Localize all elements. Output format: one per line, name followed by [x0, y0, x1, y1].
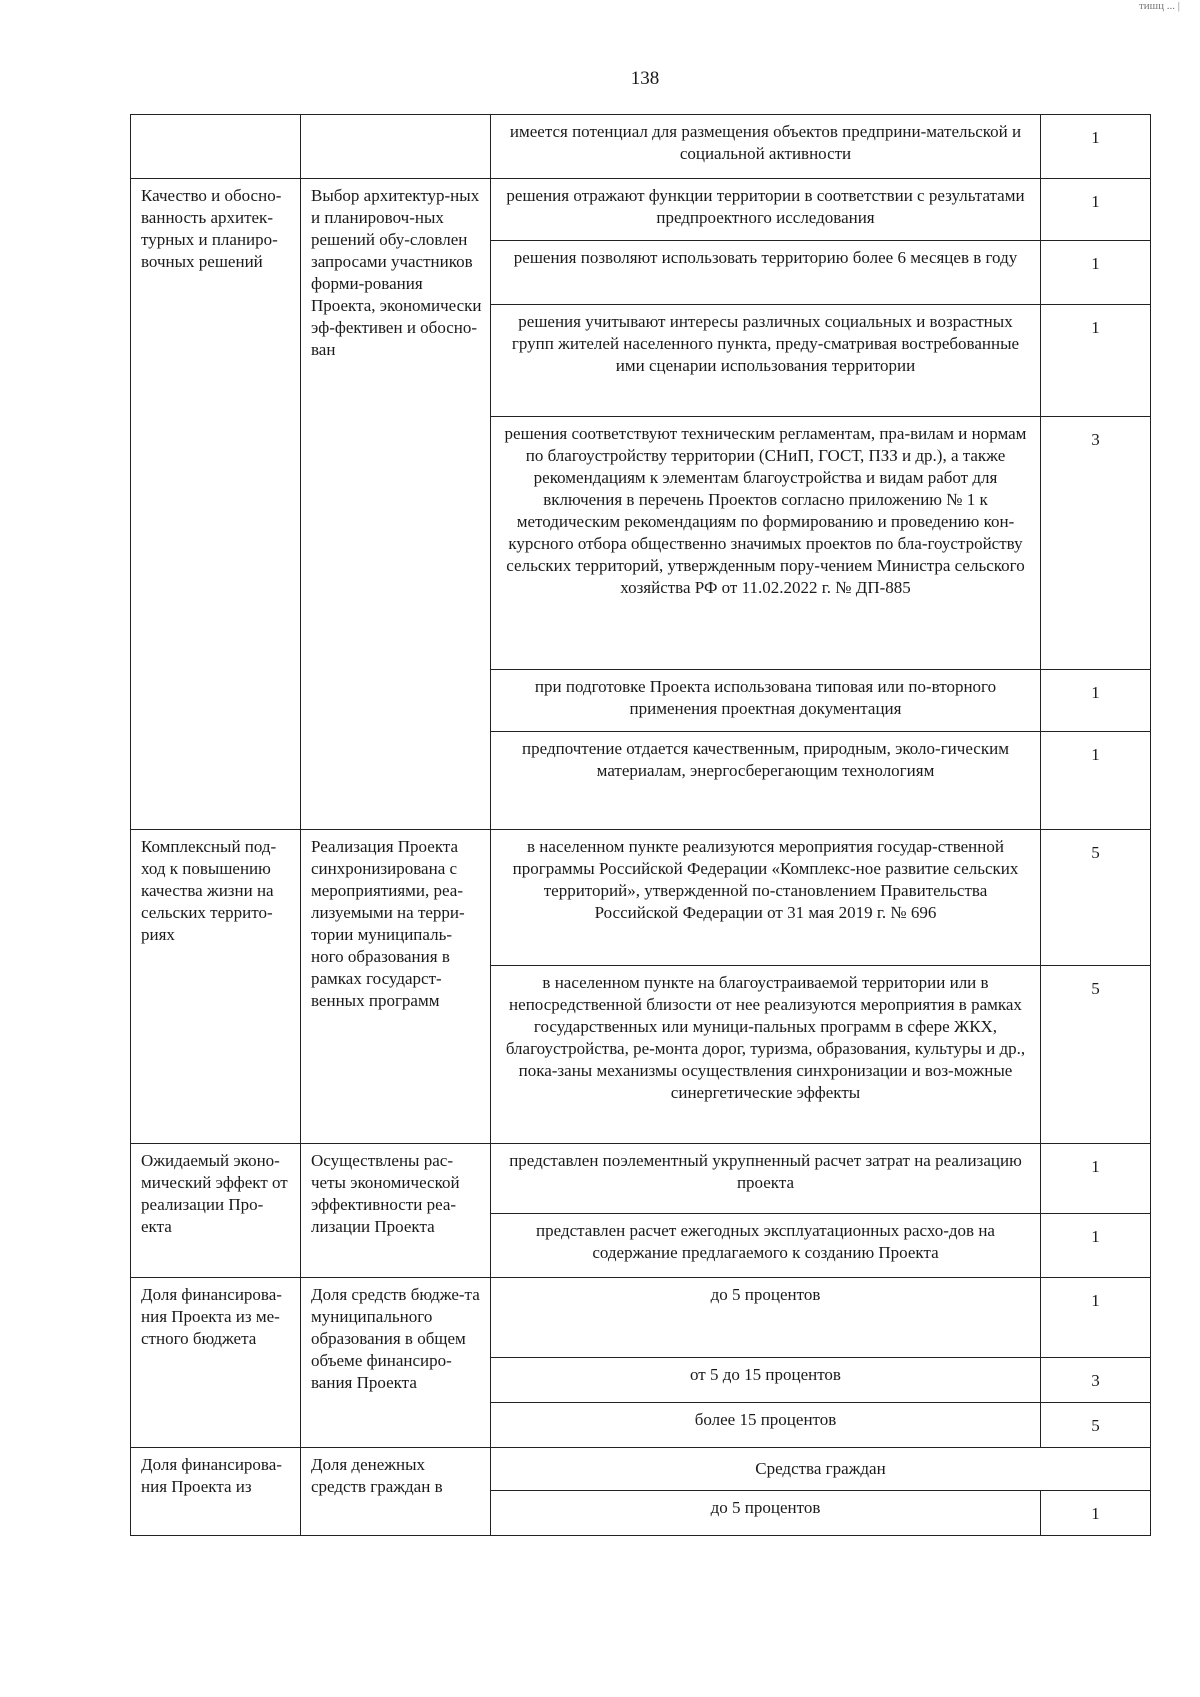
description-cell: Реализация Проекта синхронизирована с мероприятиями, реа-лизуемыми на терри-тории муниципаль-ного образования в рамках государст-венных программ: [301, 830, 491, 1144]
indicator-cell: имеется потенциал для размещения объектов предприни-мательской и социальной активности: [491, 115, 1041, 179]
score-cell: 3: [1041, 417, 1151, 670]
criterion-cell: Комплексный под-ход к повышению качества жизни на сельских террито-риях: [131, 830, 301, 1144]
score-cell: 1: [1041, 670, 1151, 732]
criterion-cell: [131, 115, 301, 179]
description-cell: [301, 115, 491, 179]
table-row: [131, 1144, 1151, 1214]
table-row: [131, 179, 1151, 241]
score-cell: 1: [1041, 1214, 1151, 1278]
criterion-cell: Доля финансирова-ния Проекта из ме-стного бюджета: [131, 1278, 301, 1448]
corner-mark: тишц ... |: [1138, 0, 1180, 12]
indicator-cell: представлен поэлементный укрупненный расчет затрат на реализацию проекта: [491, 1144, 1041, 1214]
table-row: [131, 830, 1151, 966]
criterion-cell: Ожидаемый эконо-мический эффект от реализации Про-екта: [131, 1144, 301, 1278]
criterion-cell: Качество и обосно-ванность архитек-турных и планиро-вочных решений: [131, 179, 301, 830]
criterion-cell: Доля финансирова-ния Проекта из: [131, 1448, 301, 1536]
criteria-table: [130, 114, 1151, 1536]
score-cell: 5: [1041, 830, 1151, 966]
indicator-cell: от 5 до 15 процентов: [491, 1358, 1041, 1403]
subheader-cell: Средства граждан: [491, 1448, 1151, 1491]
indicator-cell: решения учитывают интересы различных социальных и возрастных групп жителей населенного пункта, преду-сматривая востребованные ими сценарии использования территории: [491, 305, 1041, 417]
score-cell: 1: [1041, 1491, 1151, 1536]
indicator-cell: решения позволяют использовать территорию более 6 месяцев в году: [491, 241, 1041, 305]
score-cell: 1: [1041, 732, 1151, 830]
indicator-cell: при подготовке Проекта использована типовая или по-вторного применения проектная документация: [491, 670, 1041, 732]
indicator-cell: предпочтение отдается качественным, природным, эколо-гическим материалам, энергосберегающим технологиям: [491, 732, 1041, 830]
description-cell: Доля денежных средств граждан в: [301, 1448, 491, 1536]
table-row: [131, 115, 1151, 179]
indicator-cell: решения отражают функции территории в соответствии с результатами предпроектного исследования: [491, 179, 1041, 241]
score-cell: 1: [1041, 241, 1151, 305]
description-cell: Выбор архитектур-ных и планировоч-ных решений обу-словлен запросами участников форми-рования Проекта, экономически эф-фективен и обосно-ван: [301, 179, 491, 830]
score-cell: 3: [1041, 1358, 1151, 1403]
indicator-cell: более 15 процентов: [491, 1403, 1041, 1448]
indicator-cell: до 5 процентов: [491, 1278, 1041, 1358]
score-cell: 1: [1041, 115, 1151, 179]
description-cell: Осуществлены рас-четы экономической эффективности реа-лизации Проекта: [301, 1144, 491, 1278]
indicator-cell: до 5 процентов: [491, 1491, 1041, 1536]
score-cell: 5: [1041, 1403, 1151, 1448]
score-cell: 5: [1041, 966, 1151, 1144]
indicator-cell: в населенном пункте реализуются мероприятия государ-ственной программы Российской Федерации «Комплекс-ное развитие сельских территорий», утвержденной по-становлением Правительства Российской Федерации от 31 мая 2019 г. № 696: [491, 830, 1041, 966]
indicator-cell: в населенном пункте на благоустраиваемой территории или в непосредственной близости от нее реализуются мероприятия в рамках государственных или муници-пальных программ в сфере ЖКХ, благоустройства, ре-монта дорог, туризма, образования, культуры и др., пока-заны механизмы осуществления синхронизации и воз-можные синергетические эффекты: [491, 966, 1041, 1144]
page-number: 138: [630, 68, 660, 89]
score-cell: 1: [1041, 179, 1151, 241]
indicator-cell: решения соответствуют техническим регламентам, пра-вилам и нормам по благоустройству территории (СНиП, ГОСТ, ПЗЗ и др.), а также рекомендациям к элементам благоустройства и видам работ для включения в перечень Проектов согласно приложению № 1 к методическим рекомендациям по формированию и проведению кон-курсного отбора общественно значимых проектов по бла-гоустройству сельских территорий, утвержденным пору-чением Министра сельского хозяйства РФ от 11.02.2022 г. № ДП-885: [491, 417, 1041, 670]
score-cell: 1: [1041, 1144, 1151, 1214]
table-row: [131, 1448, 1151, 1491]
score-cell: 1: [1041, 305, 1151, 417]
table-row: [131, 1278, 1151, 1358]
score-cell: 1: [1041, 1278, 1151, 1358]
description-cell: Доля средств бюдже-та муниципального образования в общем объеме финансиро-вания Проекта: [301, 1278, 491, 1448]
indicator-cell: представлен расчет ежегодных эксплуатационных расхо-дов на содержание предлагаемого к созданию Проекта: [491, 1214, 1041, 1278]
